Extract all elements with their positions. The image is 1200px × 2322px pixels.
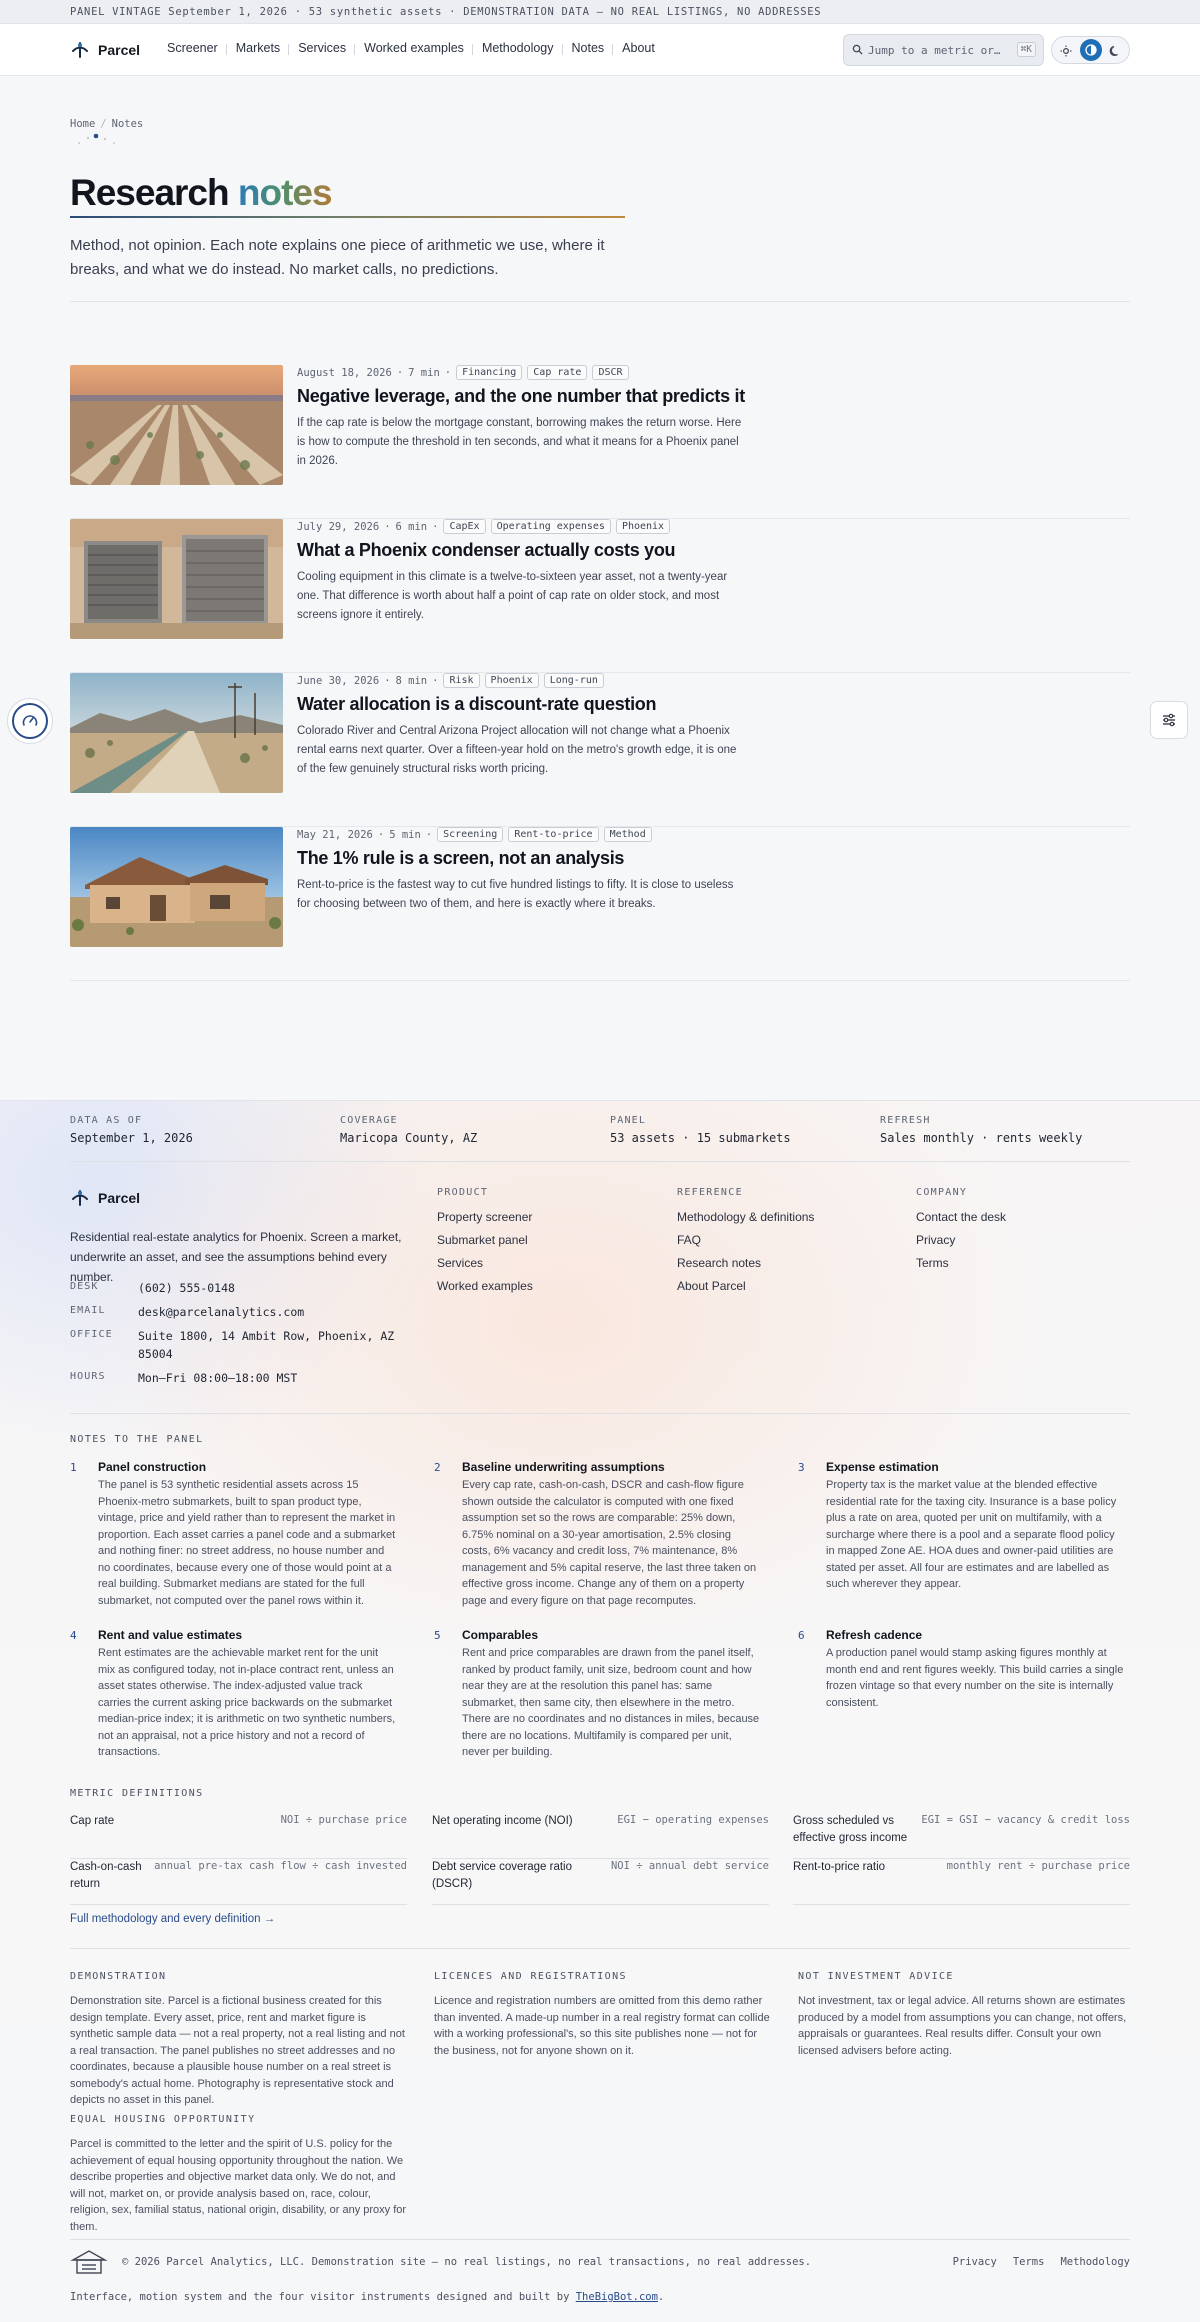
divider bbox=[70, 1413, 1130, 1414]
site-header bbox=[0, 24, 1200, 76]
nav-notes[interactable]: Notes bbox=[563, 41, 614, 55]
disclaimer-body: Licence and registration numbers are omitted from this demo rather than invented. A made-up number in a real registry format can collide with a working professional's, so this site publishes none — not for the business, not for anyone shown on it. bbox=[434, 1995, 770, 2057]
vintage-banner: PANEL VINTAGE September 1, 2026 · 53 synthetic assets · DEMONSTRATION DATA — NO REAL LISTINGS, NO ADDRESSES bbox=[70, 6, 822, 18]
metric-name: Net operating income (NOI) bbox=[432, 1815, 573, 1827]
note-body: A production panel would stamp asking figures monthly at month end and rent figures weekly. This build carries a single frozen vintage so that every number on the site is internally consistent. bbox=[826, 1647, 1124, 1709]
contrast-icon[interactable] bbox=[1080, 39, 1102, 61]
article-tag[interactable]: Phoenix bbox=[485, 673, 539, 688]
canal-desert-image-icon bbox=[70, 673, 283, 793]
article-read-time: 7 min bbox=[408, 366, 440, 379]
sliders-icon bbox=[1161, 712, 1177, 728]
disclaimer-not-advice bbox=[798, 1971, 1135, 2059]
column-heading: COMPANY bbox=[916, 1187, 968, 1198]
moon-icon[interactable] bbox=[1106, 42, 1124, 60]
brand-name: Parcel bbox=[98, 42, 141, 58]
gauge-instrument-button[interactable] bbox=[7, 698, 53, 744]
contact-email-link[interactable]: desk@parcelanalytics.com bbox=[138, 1305, 305, 1319]
metric-formula: annual pre-tax cash flow ÷ cash invested bbox=[154, 1860, 407, 1872]
stat-value: Maricopa County, AZ bbox=[340, 1131, 478, 1145]
article-description: Colorado River and Central Arizona Project allocation will not change what a Phoenix rental earns next quarter. Over a fifteen-year hold on the metro's growth edge, it is one of the few genuinely structural risks worth pricing. bbox=[297, 725, 737, 775]
progress-dots-icon bbox=[74, 133, 124, 147]
column-heading: REFERENCE bbox=[677, 1187, 743, 1198]
article-tag[interactable]: Long-run bbox=[544, 673, 604, 688]
note-number: 5 bbox=[434, 1629, 441, 1642]
article-tag[interactable]: CapEx bbox=[443, 519, 485, 534]
metric-formula: NOI ÷ annual debt service bbox=[610, 1860, 769, 1872]
footer-column-reference bbox=[677, 1187, 814, 1302]
article-tag[interactable]: DSCR bbox=[592, 365, 628, 380]
footer-link-about[interactable]: About Parcel bbox=[677, 1279, 746, 1293]
article-description: Rent-to-price is the fastest way to cut five hundred listings to fifty. It is close to useless for choosing between two of them, and here is exactly where it breaks. bbox=[297, 879, 734, 910]
site-footer bbox=[0, 1100, 1200, 2322]
legal-link-methodology[interactable]: Methodology bbox=[1060, 2256, 1130, 2268]
divider bbox=[70, 2239, 1130, 2240]
article-description: If the cap rate is below the mortgage constant, borrowing makes the return worse. Here is how to compute the threshold in ten seconds, and what it means for a Phoenix panel in 2026. bbox=[297, 417, 742, 467]
article-item[interactable] bbox=[70, 365, 1130, 519]
stat-label: DATA AS OF bbox=[70, 1115, 143, 1126]
copyright: © 2026 Parcel Analytics, LLC. Demonstration site — no real listings, no real transactions, no real addresses. bbox=[122, 2256, 812, 2268]
footer-column-product bbox=[437, 1187, 533, 1302]
column-heading: PRODUCT bbox=[437, 1187, 489, 1198]
credit-link[interactable]: TheBigBot.com bbox=[575, 2291, 658, 2303]
metric-search[interactable] bbox=[843, 34, 1044, 66]
nav-about[interactable]: About bbox=[613, 41, 664, 55]
house-image-icon bbox=[70, 827, 283, 947]
top-strip bbox=[0, 0, 1200, 24]
footer-link-methodology[interactable]: Methodology & definitions bbox=[677, 1210, 815, 1224]
metric-name: Cash-on-cash return bbox=[70, 1861, 142, 1890]
search-placeholder: Jump to a metric or… bbox=[868, 44, 1001, 57]
metric-definition bbox=[432, 1813, 769, 1859]
contact-phone[interactable]: (602) 555-0148 bbox=[138, 1281, 235, 1295]
footer-link-submarket-panel[interactable]: Submarket panel bbox=[437, 1233, 528, 1247]
divider bbox=[70, 1948, 1130, 1949]
stat-value: Sales monthly · rents weekly bbox=[880, 1131, 1083, 1145]
equal-housing-icon bbox=[70, 2249, 108, 2275]
gauge-icon bbox=[21, 712, 39, 730]
article-meta: May 21, 2026 · 5 min · Screening Rent-to-price Method bbox=[297, 827, 652, 842]
legal-link-terms[interactable]: Terms bbox=[1012, 2256, 1045, 2268]
disclaimer-heading: EQUAL HOUSING OPPORTUNITY bbox=[70, 2114, 256, 2125]
stat-label: PANEL bbox=[610, 1115, 647, 1126]
article-thumbnail[interactable] bbox=[70, 673, 283, 793]
footer-link-contact[interactable]: Contact the desk bbox=[916, 1210, 1007, 1224]
metric-formula: NOI ÷ purchase price bbox=[280, 1814, 407, 1826]
stat-coverage bbox=[340, 1115, 477, 1145]
footer-link-services[interactable]: Services bbox=[437, 1256, 484, 1270]
stat-refresh bbox=[880, 1115, 1082, 1145]
breadcrumb-separator: / bbox=[100, 118, 107, 130]
disclaimer-equal-housing bbox=[70, 2114, 407, 2235]
metric-definition bbox=[70, 1859, 407, 1905]
credit-text: Interface, motion system and the four visitor instruments designed and built by bbox=[70, 2291, 576, 2303]
article-thumbnail[interactable] bbox=[70, 365, 283, 485]
article-meta: July 29, 2026 · 6 min · CapEx Operating expenses Phoenix bbox=[297, 519, 670, 534]
article-description: Cooling equipment in this climate is a twelve-to-sixteen year asset, not a twenty-year one. That difference is worth about half a point of cap rate on older stock, and most screens ignore it entirely. bbox=[297, 571, 728, 621]
credit-end: . bbox=[657, 2291, 665, 2303]
disclaimer-heading: NOT INVESTMENT ADVICE bbox=[798, 1971, 954, 1982]
metric-name: Cap rate bbox=[70, 1815, 115, 1827]
note-number: 4 bbox=[70, 1629, 77, 1642]
footer-link-property-screener[interactable]: Property screener bbox=[437, 1210, 533, 1224]
brand-logo[interactable] bbox=[70, 41, 140, 59]
footer-link-terms[interactable]: Terms bbox=[916, 1256, 949, 1270]
search-icon bbox=[852, 44, 863, 55]
breadcrumb bbox=[70, 118, 143, 130]
legal-link-privacy[interactable]: Privacy bbox=[952, 2256, 997, 2268]
divider bbox=[70, 301, 1130, 302]
article-thumbnail[interactable] bbox=[70, 519, 283, 639]
stat-panel bbox=[610, 1115, 791, 1145]
page-title-accent: notes bbox=[237, 172, 332, 213]
article-tag[interactable]: Rent-to-price bbox=[508, 827, 598, 842]
nav-screener[interactable]: Screener bbox=[167, 41, 218, 55]
article-item[interactable] bbox=[70, 519, 1130, 673]
metric-formula: EGI − operating expenses bbox=[617, 1814, 769, 1826]
article-title[interactable]: Water allocation is a discount-rate question bbox=[297, 694, 657, 714]
suburb-aerial-image-icon bbox=[70, 365, 283, 485]
metric-definition bbox=[70, 1813, 407, 1859]
full-methodology-link[interactable]: Full methodology and every definition → bbox=[70, 1913, 276, 1925]
note-title: Refresh cadence bbox=[826, 1628, 923, 1642]
design-credit bbox=[70, 2291, 664, 2303]
article-date: May 21, 2026 bbox=[297, 828, 373, 841]
nav-methodology[interactable]: Methodology bbox=[473, 41, 563, 55]
article-meta: June 30, 2026 · 8 min · Risk Phoenix Long-run bbox=[297, 673, 604, 688]
notes-heading: NOTES TO THE PANEL bbox=[70, 1434, 204, 1445]
breadcrumb-current: Notes bbox=[111, 118, 144, 130]
article-item[interactable] bbox=[70, 827, 1130, 981]
article-tag[interactable]: Screening bbox=[437, 827, 503, 842]
note-number: 1 bbox=[70, 1461, 77, 1474]
disclaimer-licences bbox=[434, 1971, 771, 2059]
metric-name: Rent-to-price ratio bbox=[793, 1861, 886, 1873]
article-tag[interactable]: Cap rate bbox=[527, 365, 587, 380]
note-body: Rent estimates are the achievable market rent for the unit mix as configured today, not in-place contract rent, unless an asset states otherwise. The index-adjusted value track carries the current asking price backwards on the submarket median-price index; it is arithmetic on two synthetic numbers, not an appraisal, not a price history and not a record of transactions. bbox=[98, 1647, 396, 1758]
disclaimer-body: Demonstration site. Parcel is a fictional business created for this design template. Every asset, price, rent and market figure is synthetic sample data — not a real property, not a real listing and not a real transaction. The panel publishes no street addresses and no coordinates, because a plausible house number on a real street is somebody's actual home. Photography is representative stock and depicts no asset in this panel. bbox=[70, 1995, 405, 2106]
page-title bbox=[70, 172, 332, 214]
footer-link-research-notes[interactable]: Research notes bbox=[677, 1256, 762, 1270]
contact-label: EMAIL bbox=[70, 1305, 106, 1316]
note-title: Baseline underwriting assumptions bbox=[462, 1460, 665, 1474]
note-number: 3 bbox=[798, 1461, 805, 1474]
article-meta: August 18, 2026 · 7 min · Financing Cap rate DSCR bbox=[297, 365, 629, 380]
footer-brand-name: Parcel bbox=[98, 1190, 141, 1206]
nav-markets[interactable]: Markets bbox=[227, 41, 289, 55]
metric-name: Debt service coverage ratio (DSCR) bbox=[432, 1861, 572, 1890]
article-tag[interactable]: Financing bbox=[456, 365, 522, 380]
metric-formula: EGI = GSI − vacancy & credit loss bbox=[921, 1814, 1130, 1826]
filter-instrument-button[interactable] bbox=[1150, 701, 1188, 739]
article-date: July 29, 2026 bbox=[297, 520, 380, 533]
article-read-time: 6 min bbox=[395, 520, 428, 533]
page-lede: Method, not opinion. Each note explains one piece of arithmetic we use, where it breaks, and what we do instead. No market calls, no predictions. bbox=[70, 237, 605, 278]
stat-data-as-of bbox=[70, 1115, 193, 1145]
note-title: Rent and value estimates bbox=[98, 1628, 243, 1642]
article-item[interactable] bbox=[70, 673, 1130, 827]
contact-label: DESK bbox=[70, 1281, 99, 1292]
condenser-image-icon bbox=[70, 519, 283, 639]
article-tag[interactable]: Method bbox=[604, 827, 652, 842]
sun-icon[interactable] bbox=[1057, 42, 1075, 60]
title-underline bbox=[70, 216, 625, 218]
contact-label: OFFICE bbox=[70, 1329, 113, 1340]
footer-tagline: Residential real-estate analytics for Phoenix. Screen a market, underwrite an asset, and see the assumptions behind every number. bbox=[70, 1230, 402, 1284]
article-title[interactable]: What a Phoenix condenser actually costs you bbox=[297, 540, 676, 560]
disclaimer-body: Not investment, tax or legal advice. All returns shown are estimates produced by a model from assumptions you can change, not offers, appraisals or guarantees. Real results differ. Consult your own licensed advisers before acting. bbox=[798, 1995, 1127, 2057]
parcel-logo-icon bbox=[70, 1189, 90, 1207]
article-title[interactable]: Negative leverage, and the one number that predicts it bbox=[297, 386, 745, 406]
metric-name: Gross scheduled vs effective gross income bbox=[793, 1815, 908, 1844]
note-number: 2 bbox=[434, 1461, 441, 1474]
metric-definition bbox=[793, 1859, 1130, 1905]
contact-address: Suite 1800, 14 Ambit Row, Phoenix, AZ 85004 bbox=[138, 1329, 395, 1361]
article-date: June 30, 2026 bbox=[297, 674, 380, 687]
legal-links bbox=[953, 2256, 1130, 2268]
article-tag[interactable]: Risk bbox=[443, 673, 479, 688]
theme-switcher bbox=[1051, 36, 1130, 64]
metric-definition bbox=[793, 1813, 1130, 1859]
breadcrumb-home[interactable]: Home bbox=[70, 118, 96, 130]
parcel-logo-icon bbox=[70, 41, 90, 59]
article-title[interactable]: The 1% rule is a screen, not an analysis bbox=[297, 848, 625, 868]
note-title: Comparables bbox=[462, 1628, 539, 1642]
article-read-time: 8 min bbox=[395, 674, 428, 687]
footer-link-privacy[interactable]: Privacy bbox=[916, 1233, 956, 1247]
data-stats-bar bbox=[70, 1115, 1130, 1162]
note-body: The panel is 53 synthetic residential assets across 15 Phoenix-metro submarkets, built to span product type, vintage, price and yield rather than to represent the market in proportion. Each asset carries a panel code and a submarket and nothing finer: no street address, no house number and no coordinates, because every one of those would point at a real building. Submarket medians are stated for the full submarket, not computed over the panel rows within it. bbox=[98, 1479, 396, 1607]
article-tag[interactable]: Phoenix bbox=[616, 519, 670, 534]
stat-value: September 1, 2026 bbox=[70, 1131, 193, 1145]
article-tag[interactable]: Operating expenses bbox=[491, 519, 611, 534]
disclaimer-heading: LICENCES AND REGISTRATIONS bbox=[434, 1971, 627, 1982]
metric-definition bbox=[432, 1859, 769, 1905]
footer-brand[interactable] bbox=[70, 1189, 140, 1207]
stat-label: REFRESH bbox=[880, 1115, 931, 1126]
article-read-time: 5 min bbox=[389, 828, 421, 841]
note-body: Rent and price comparables are drawn from the panel itself, ranked by product family, unit size, bedroom count and how near they are at the resolution this panel has: same submarket, then same city, then elsewhere in the metro. There are no coordinates and no distances in miles, because there are no locations. Multifamily is compared per unit, never per building. bbox=[462, 1647, 760, 1758]
stat-value: 53 assets · 15 submarkets bbox=[610, 1131, 791, 1145]
footer-link-worked-examples[interactable]: Worked examples bbox=[437, 1279, 533, 1293]
article-date: August 18, 2026 bbox=[297, 366, 392, 379]
disclaimer-demonstration bbox=[70, 1971, 407, 2109]
page-title-plain: Research bbox=[70, 172, 238, 213]
note-body: Every cap rate, cash-on-cash, DSCR and cash-flow figure shown outside the calculator is computed with one fixed assumption set so the rows are comparable: 25% down, 6.75% nominal on a 30-year amortisation, 2.5% closing costs, 6% vacancy and credit loss, 7% maintenance, 8% management and 5% capital reserve, the last three taken on effective gross income. Change any of them on a property page and every figure on that page recomputes. bbox=[462, 1479, 757, 1607]
main-nav bbox=[158, 41, 664, 55]
nav-worked-examples[interactable]: Worked examples bbox=[355, 41, 473, 55]
metrics-heading: METRIC DEFINITIONS bbox=[70, 1788, 204, 1799]
stat-label: COVERAGE bbox=[340, 1115, 398, 1126]
note-number: 6 bbox=[798, 1629, 805, 1642]
note-title: Panel construction bbox=[98, 1460, 207, 1474]
article-thumbnail[interactable] bbox=[70, 827, 283, 947]
footer-column-company bbox=[916, 1187, 1006, 1279]
note-body: Property tax is the market value at the blended effective residential rate for the taxing city. Insurance is a base policy plus a rate on area, quoted per unit on multifamily, with a surcharge where there is a pool and a separate flood policy in mapped Zone AE. HOA dues and owner-paid utilities are stated per asset. All four are estimates and are labelled as such wherever they appear. bbox=[826, 1479, 1117, 1590]
metric-formula: monthly rent ÷ purchase price bbox=[946, 1860, 1130, 1872]
footer-link-faq[interactable]: FAQ bbox=[677, 1233, 702, 1247]
note-title: Expense estimation bbox=[826, 1460, 939, 1474]
search-shortcut: ⌘K bbox=[1017, 42, 1036, 57]
contact-label: HOURS bbox=[70, 1371, 106, 1382]
disclaimer-body: Parcel is committed to the letter and the spirit of U.S. policy for the achievement of equal housing opportunity throughout the nation. We describe properties and objective market data only. We do not, and will not, market on, or provide analysis based on, race, colour, religion, sex, familial status, national origin, disability, or any proxy for them. bbox=[70, 2138, 407, 2233]
contact-hours-value: Mon–Fri 08:00–18:00 MST bbox=[138, 1371, 298, 1385]
nav-services[interactable]: Services bbox=[289, 41, 355, 55]
disclaimer-heading: DEMONSTRATION bbox=[70, 1971, 167, 1982]
